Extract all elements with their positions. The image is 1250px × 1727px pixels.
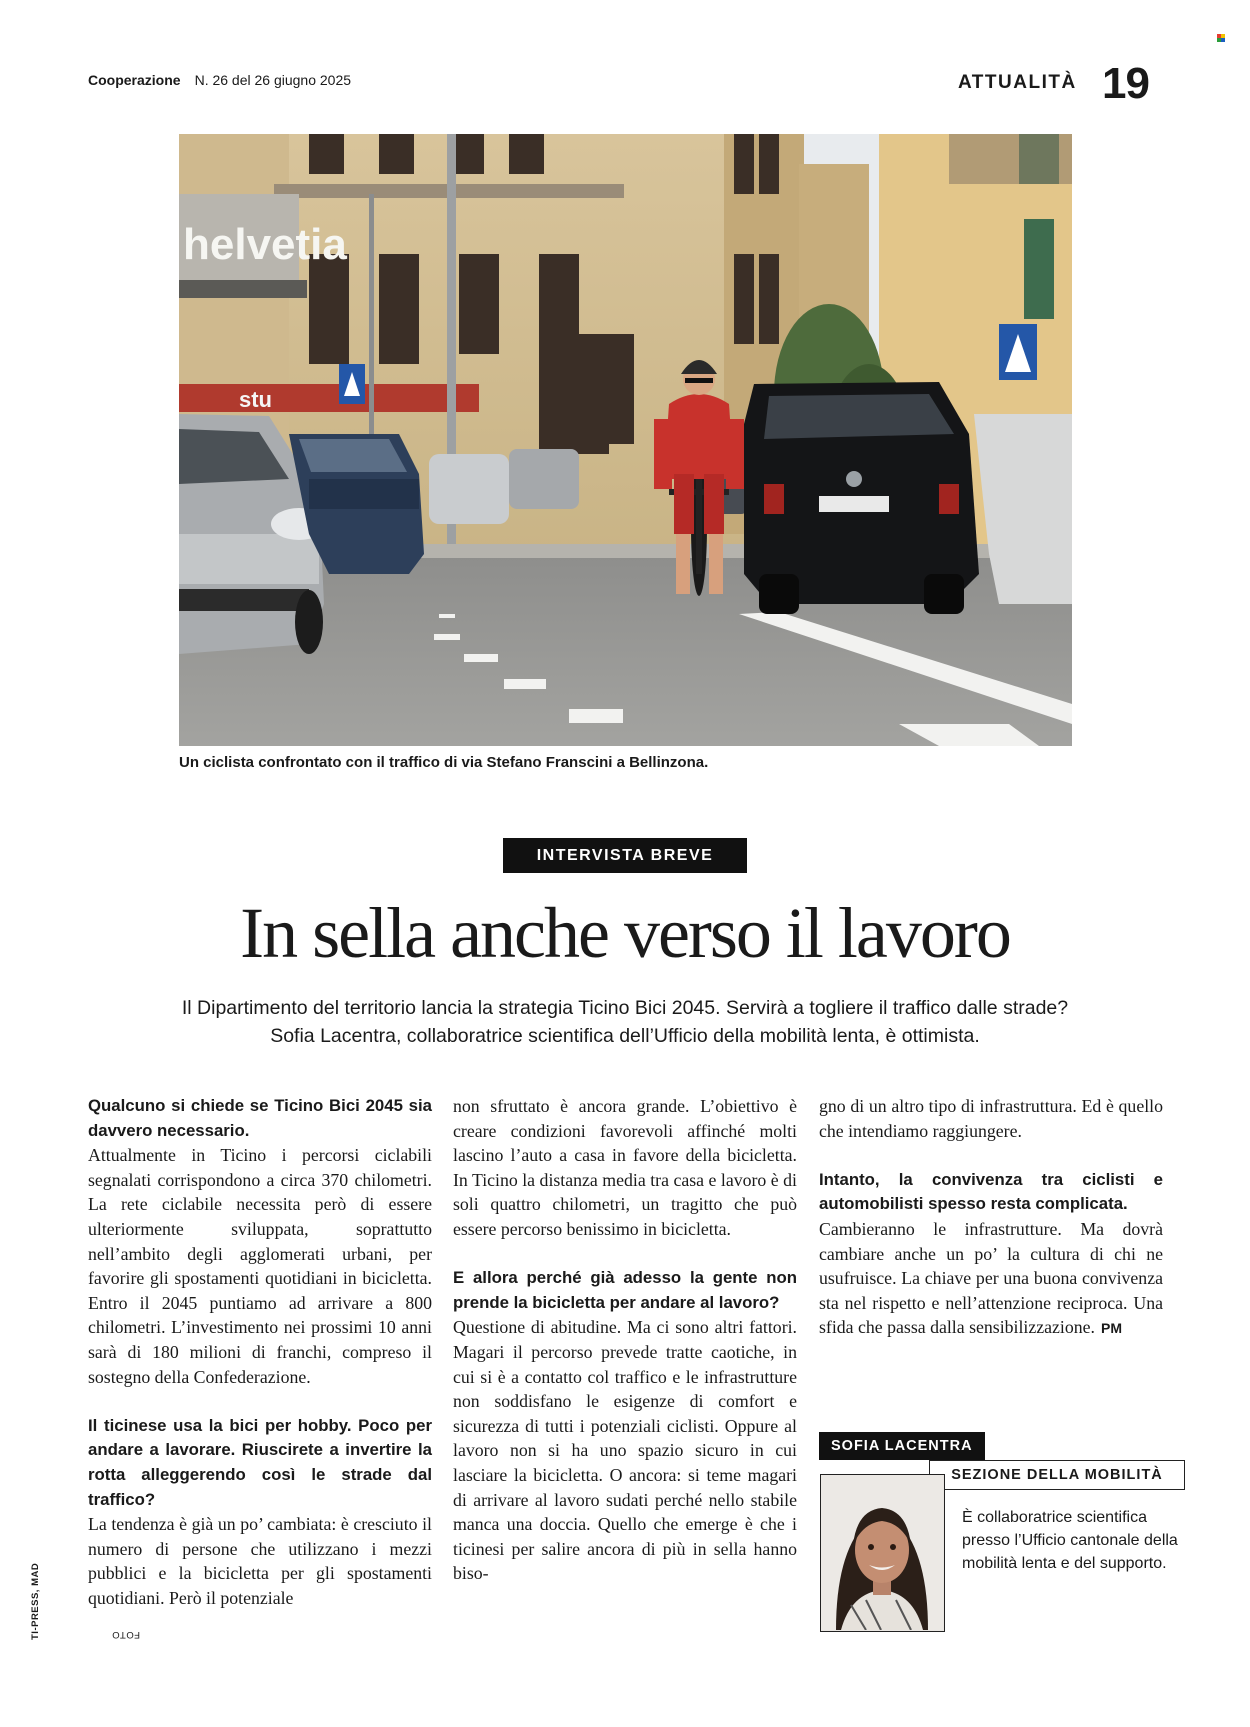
author-signature: PM bbox=[1101, 1320, 1122, 1337]
deck-line-2: Sofia Lacentra, collaboratrice scientifica dell’Ufficio della mobilità lenta, è ottimista. bbox=[270, 1025, 980, 1047]
answer-3-part-2: gno di un altro tipo di infrastruttura. Ed è quello che intendiamo raggiungere. bbox=[819, 1096, 1163, 1141]
kicker-label: INTERVISTA BREVE bbox=[503, 838, 747, 873]
answer-3-part-1: Questione di abitudine. Ma ci sono altri fattori. Magari il percorso prevede tratte caotiche, in cui si è a contatto col traffico e le infrastrutture non soddisfano le esigenze di comfort e sicurezza di tutti i potenziali ciclisti. Oppure al lavoro non si ha uno spazio sicuro in cui lasciare la bicicletta. O ancora: si teme magari di arrivare al lavoro sudati perché nello stabile manca una doccia. Quello che emerge è che i ticinesi per salire ancora di più in sella hanno biso- bbox=[453, 1317, 797, 1584]
bio-name-label: SOFIA LACENTRA bbox=[819, 1432, 985, 1460]
bio-text: È collaboratrice scientifica presso l’Ufficio cantonale della mobilità lenta e del supporto. bbox=[962, 1509, 1178, 1572]
answer-4-text: Cambieranno le infrastrutture. Ma dovrà cambiare anche un po’ la cultura di chi ne usufruisce. La chiave per una buona convivenza sta nel rispetto e nell’attenzione reciproca. Una sfida che passa dalla sensibilizzazione. bbox=[819, 1218, 1163, 1338]
photo-shop-text: stu bbox=[239, 387, 272, 412]
question-3: E allora perché già adesso la gente non prende la bicicletta per andare al lavoro? bbox=[453, 1268, 797, 1312]
photo-credit-label: FOTO bbox=[111, 1629, 140, 1640]
photo-credit bbox=[30, 1530, 140, 1640]
answer-1: Attualmente in Ticino i percorsi ciclabili segnalati corrispondono a circa 370 chilometri. La rete ciclabile necessita però di essere ulteriormente sviluppata, soprattutto nell’ambito degli agglomerati urbani, per favorire gli spostamenti quotidiani in bicicletta. Entro il 2045 puntiamo ad arrivare a 800 chilometri. L’investimento nei prossimi 10 anni sarà di 180 milioni di franchi, compreso il sostegno della Confederazione. bbox=[88, 1145, 432, 1387]
headline: In sella anche verso il lavoro bbox=[240, 893, 1010, 973]
deck bbox=[0, 994, 1250, 1050]
bio-section-label: SEZIONE DELLA MOBILITÀ bbox=[929, 1460, 1185, 1490]
photo-sign-text: helvetia bbox=[183, 220, 347, 269]
section-label: ATTUALITÀ bbox=[958, 72, 1077, 93]
page-number: 19 bbox=[1102, 59, 1149, 108]
photo-credit-source: TI-PRESS, MAD bbox=[30, 1562, 41, 1640]
question-1: Qualcuno si chiede se Ticino Bici 2045 sia davvero necessario. bbox=[88, 1096, 432, 1140]
article-photo bbox=[179, 134, 1072, 746]
question-4: Intanto, la convivenza tra ciclisti e automobilisti spesso resta complicata. bbox=[819, 1169, 1163, 1214]
bio-portrait bbox=[820, 1474, 945, 1632]
answer-2-part-1: La tendenza è già un po’ cambiata: è cresciuto il numero di persone che utilizzano i mezzi pubblici e la bicicletta per gli spostamenti quotidiani. Però il potenziale bbox=[88, 1514, 432, 1608]
publication-line bbox=[88, 72, 351, 88]
article-column-1 bbox=[88, 1094, 432, 1610]
issue-date: N. 26 del 26 giugno 2025 bbox=[194, 72, 352, 88]
publication-name: Cooperazione bbox=[88, 72, 181, 88]
deck-line-1: Il Dipartimento del territorio lancia la strategia Ticino Bici 2045. Servirà a togliere il traffico dalle strade? bbox=[181, 997, 1069, 1019]
photo-caption: Un ciclista confrontato con il traffico di via Stefano Franscini a Bellinzona. bbox=[179, 754, 709, 771]
article-column-2 bbox=[453, 1094, 797, 1586]
answer-2-part-2: non sfruttato è ancora grande. L’obiettivo è creare condizioni favorevoli affinché molti lascino l’auto a casa in favore della bicicletta. In Ticino la distanza media tra casa e lavoro è di soli quattro chilometri, un tragitto che può essere percorso benissimo in bicicletta. bbox=[453, 1096, 797, 1239]
question-2: Il ticinese usa la bici per hobby. Poco per andare a lavorare. Riuscirete a invertire la rotta alleggerendo così le strade dal traffico? bbox=[88, 1415, 432, 1509]
print-color-mark bbox=[1217, 34, 1225, 42]
article-column-3 bbox=[819, 1094, 1163, 1341]
answer-4 bbox=[819, 1217, 1163, 1341]
